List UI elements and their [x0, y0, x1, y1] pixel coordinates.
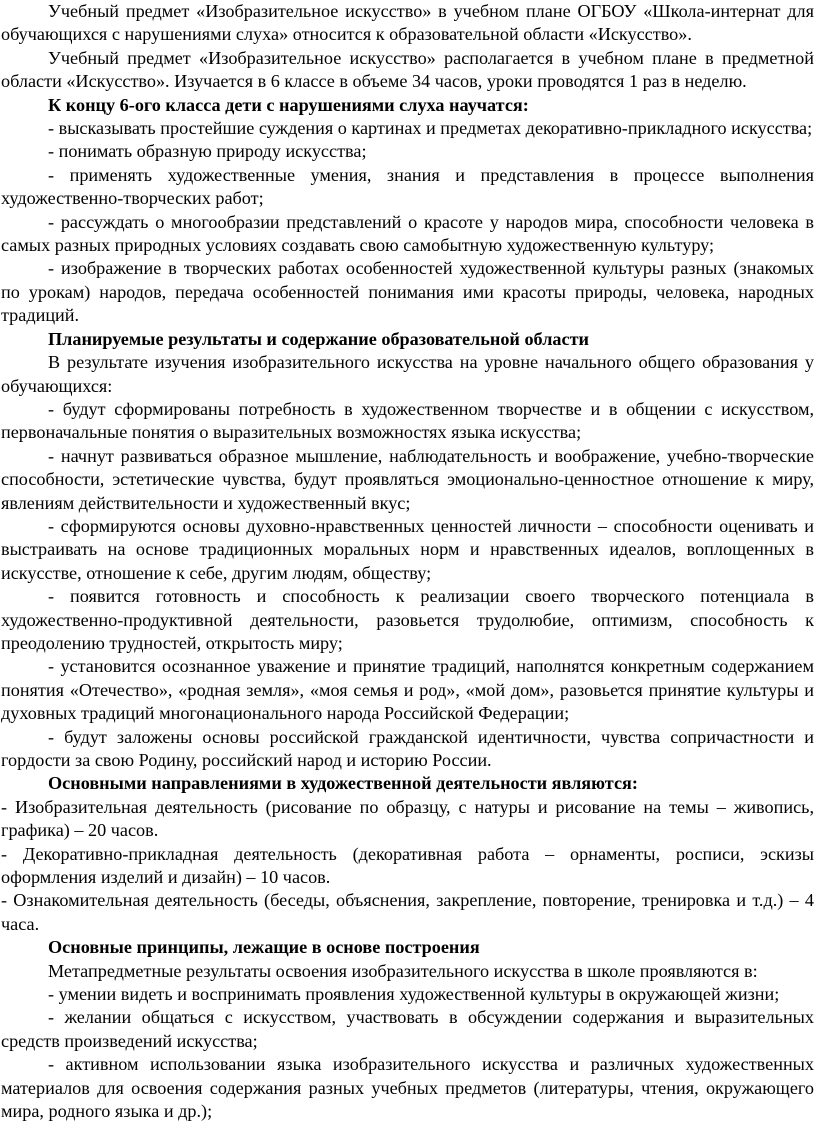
list-item: - начнут развиваться образное мышление, наблюдательность и воображение, учебно-творческие способности, эстетические чувства, будут проявляться эмоционально-ценностное отношение к миру, явлениям действительности и художественный вкус; [1, 445, 814, 513]
section-heading-planned-results: Планируемые результаты и содержание образовательной области [48, 328, 589, 349]
list-item: - активном использовании языка изобразительного искусства и различных художественных материалов для освоения содержания разных учебных предметов (литературы, чтения, окружающего мира, родного языка и др.); [1, 1054, 814, 1122]
section-heading-principles: Основные принципы, лежащие в основе построения [48, 937, 480, 958]
section-heading-directions: Основными направлениями в художественной деятельности являются: [48, 773, 638, 794]
list-item: - понимать образную природу искусства; [48, 141, 367, 162]
list-item: - будут заложены основы российской гражданской идентичности, чувства сопричастности и гордости за свою Родину, российский народ и историю России. [1, 726, 814, 770]
list-item: - установится осознанное уважение и принятие традиций, наполнятся конкретным содержанием понятия «Отечество», «родная земля», «моя семья и род», «мой дом», разовьется принятие культуры и духовных традиций многонационального народа Российской Федерации; [1, 656, 814, 724]
list-item: - применять художественные умения, знания и представления в процессе выполнения художественно-творческих работ; [1, 164, 814, 209]
section-heading-outcomes: К концу 6-ого класса дети с нарушениями слуха научатся: [48, 94, 529, 115]
section-lead: Метапредметные результаты освоения изобразительного искусства в школе проявляются в: [48, 960, 758, 981]
list-item: - умении видеть и воспринимать проявления художественной культуры в окружающей жизни; [48, 984, 780, 1005]
intro-paragraph-1: Учебный предмет «Изобразительное искусство» в учебном плане ОГБОУ «Школа-интернат для обучающихся с нарушениями слуха» относится к образовательной области «Искусство». [1, 1, 814, 45]
list-item: - сформируются основы духовно-нравственных ценностей личности – способности оценивать и выстраивать на основе традиционных моральных норм и нравственных идеалов, воплощенных в искусстве, отношение к себе, другим людям, обществу; [1, 515, 814, 583]
intro-paragraph-2: Учебный предмет «Изобразительное искусство» располагается в учебном плане в предметной области «Искусство». Изучается в 6 классе в объеме 34 часов, уроки проводятся 1 раз в неделю. [1, 47, 814, 92]
list-item: - Декоративно-прикладная деятельность (декоративная работа – орнаменты, росписи, эскизы оформления изделий и дизайн) – 10 часов. [1, 843, 814, 888]
list-item: - рассуждать о многообразии представлений о красоте у народов мира, способности человека в самых разных природных условиях создавать свою самобытную художественную культуру; [1, 211, 814, 256]
list-item: - высказывать простейшие суждения о картинах и предметах декоративно-прикладного искусства; [48, 118, 813, 139]
list-item: - Ознакомительная деятельность (беседы, объяснения, закрепление, повторение, тренировка и т.д.) – 4 часа. [1, 890, 814, 934]
section-lead: В результате изучения изобразительного искусства на уровне начального общего образования у обучающихся: [1, 352, 814, 396]
list-item: - Изобразительная деятельность (рисование по образцу, с натуры и рисование на темы – живопись, графика) – 20 часов. [1, 796, 814, 841]
list-item: - желании общаться с искусством, участвовать в обсуждении содержания и выразительных средств произведений искусства; [1, 1007, 814, 1051]
list-item: - будут сформированы потребность в художественном творчестве и в общении с искусством, первоначальные понятия о выразительных возможностях языка искусства; [1, 398, 814, 443]
list-item: - появится готовность и способность к реализации своего творческого потенциала в художественно-продуктивной деятельности, разовьется трудолюбие, оптимизм, способность к преодолению трудностей, открытость миру; [1, 586, 814, 653]
list-item: - изображение в творческих работах особенностей художественной культуры разных (знакомых по урокам) народов, передача особенностей понимания ими красоты природы, человека, народных традиций. [1, 258, 814, 326]
